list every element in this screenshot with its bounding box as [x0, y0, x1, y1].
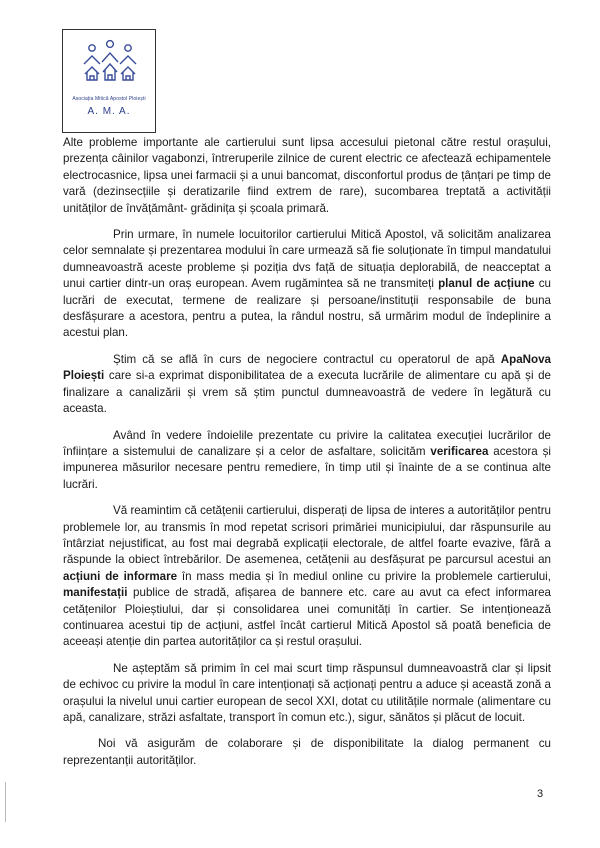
paragraph-text: care si-a exprimat disponibilitatea de a executa lucrările de alimentare cu apă și de finalizare a canalizării și vrem să știm punctul dumneavoastră de vedere în legătură cu aceasta. — [63, 369, 551, 416]
emphasis-text: acțiuni de informare — [63, 569, 178, 583]
scan-margin-mark — [5, 782, 6, 822]
paragraph — [63, 428, 551, 494]
paragraph-text: Ne așteptăm să primim în cel mai scurt timp răspunsul dumneavoastră clar și lipsit de echivoc cu privire la modul în care intenționați să acționați pentru a aduce și această zonă a orașului la nivelul unui cartier european de secol XXI, dotat cu utilitățile normale (alimentare cu apă, canalizare, străzi asfaltate, transport în comun etc.), sigur, sănătos și plăcut de locuit. — [63, 661, 551, 724]
paragraph-text: acestora și impunerea măsurilor necesare pentru remediere, în timp util și înainte de a se continua alte lucrări. — [63, 444, 551, 491]
paragraph — [63, 352, 551, 418]
logo-subtitle: Asociația Mitică Apostol Ploiești — [72, 96, 146, 102]
paragraph-text: publice de stradă, afișarea de bannere etc. care au avut ca efect informarea cetățenilor Ploieștiului, dar și consolidarea unei comunități în cartier. Se intenționează continuarea acestui tip de acțiuni, astfel încât cartierul Mitică Apostol să poată beneficia de aceeași atenție din partea autorităților ca și restul orașului. — [63, 586, 551, 649]
letter-body — [63, 135, 551, 779]
logo-title: A. M. A. — [87, 106, 131, 117]
paragraph-text: Noi vă asigurăm de colaborare și de disponibilitate la dialog permanent cu reprezentanții autorităților. — [63, 737, 551, 767]
emphasis-text: planul de acțiune — [438, 277, 535, 291]
emphasis-text: verificarea — [430, 444, 489, 458]
paragraph — [63, 135, 551, 217]
paragraph — [63, 736, 551, 769]
paragraph-text: Prin urmare, în numele locuitorilor cartierului Mitică Apostol, vă solicităm analizarea celor semnalate și prezentarea modului în care urmează să fie soluționate în timpul mandatului dumneavoastră aceste probleme și poziția dvs față de situația deplorabilă, de neacceptat a unui cartier dintr-un oraș european. Avem rugămintea să ne transmiteți — [63, 228, 551, 291]
paragraph — [63, 503, 551, 651]
paragraph — [63, 227, 551, 342]
emphasis-text: manifestații — [63, 586, 128, 600]
paragraph-text: în mass media și în mediul online cu privire la problemele cartierului, — [177, 569, 551, 583]
paragraph-text: Alte probleme importante ale cartierului sunt lipsa accesului pietonal către restul orașului, prezența câinilor vagabonzi, întreruperile zilnice de curent electric ce afectează echipamentele electrocasnice, lipsa unei farmacii și a unui bancomat, disconfortul produs de țânțari pe timp de vară (dezinsecțiile și deratizarile fiind extrem de rare), sucombarea treptată a activității unităților de învățământ- grădinița și școala primară. — [63, 136, 551, 215]
paragraph — [63, 661, 551, 727]
emphasis-text: ApaNova Ploiești — [63, 352, 551, 383]
association-logo — [62, 29, 156, 133]
page-number: 3 — [537, 788, 544, 800]
paragraph-text: Știm că se află în curs de negociere contractul cu operatorul de apă — [113, 352, 501, 366]
houses-family-icon — [80, 38, 140, 94]
paragraph-text: cu lucrări de executat, termene de realizare și persoane/instituții responsabile de buna desfășurare a acestora, pentru a putea, la rândul nostru, să urmărim modul de îndeplinire a acestui plan. — [63, 277, 551, 340]
paragraph-text: Vă reamintim că cetățenii cartierului, disperați de lipsa de interes a autorităților pentru problemele lor, au transmis în mod repetat scrisori primăriei municipiului, dar răspunsurile au întârziat nejustificat, au fost mai degrabă explicații electorale, de altfel foarte evazive, fără a răspunde la obiect întrebărilor. De asemenea, cetățenii au desfășurat pe parcursul acestui an — [63, 504, 551, 567]
paragraph-text: Având în vedere îndoielile prezentate cu privire la calitatea execuției lucrărilor de înființare a sistemului de canalizare și a celor de asfaltare, solicităm — [63, 428, 551, 458]
